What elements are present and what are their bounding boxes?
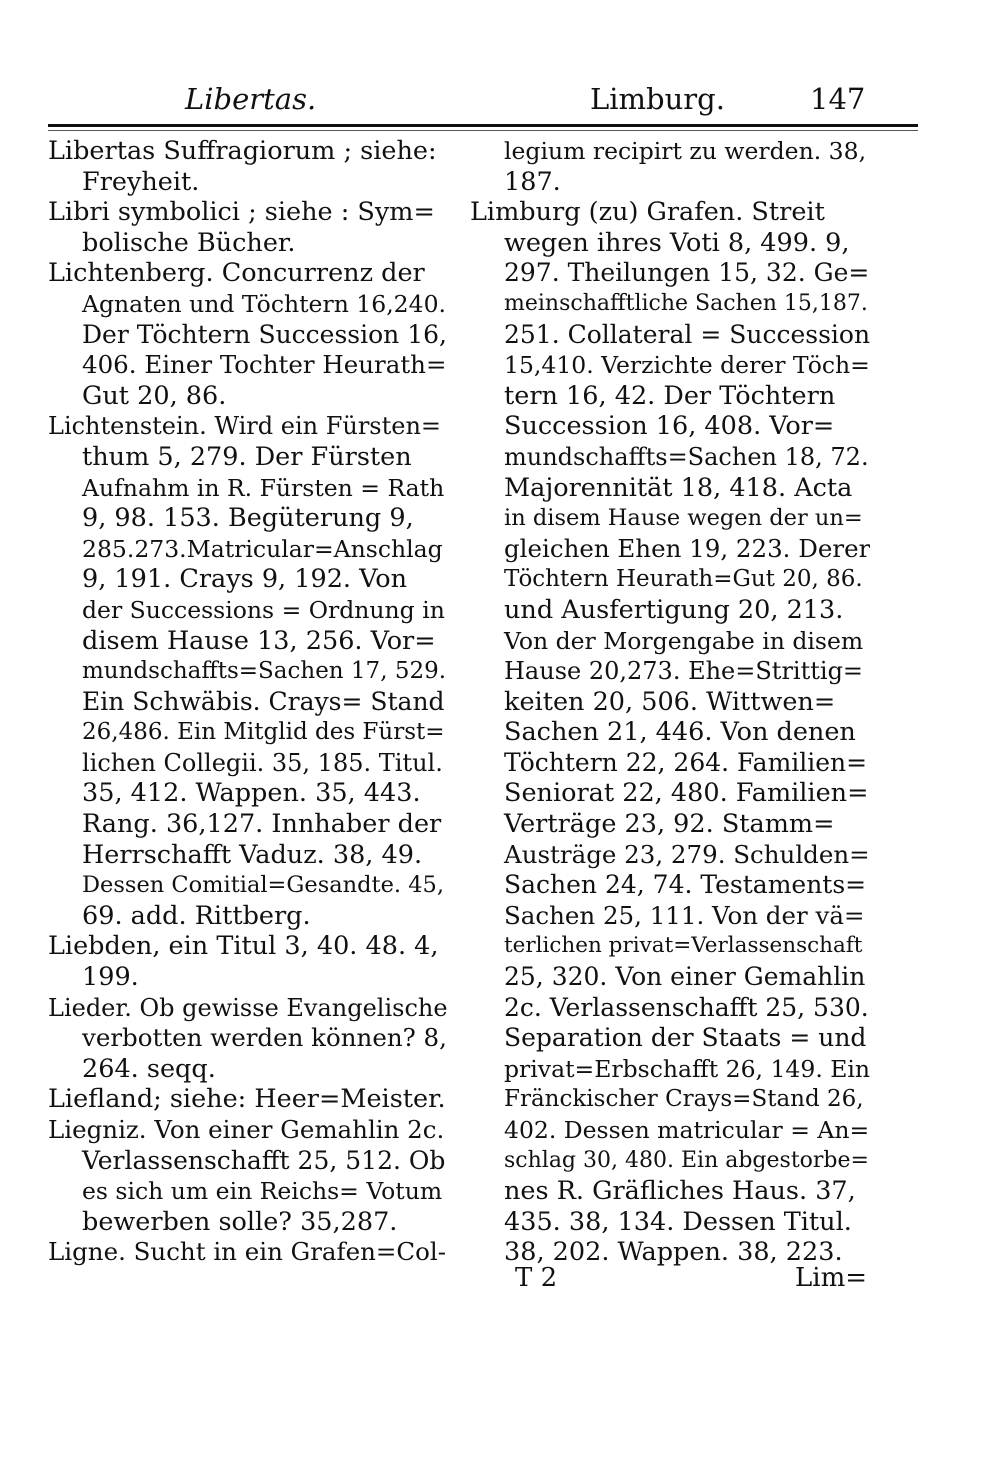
text-line: 406. Einer Tochter Heurath= [82, 350, 447, 380]
header-rule-thin [48, 130, 918, 131]
text-line: 9, 191. Crays 9, 192. Von [82, 564, 407, 595]
text-line: Fränckischer Crays=Stand 26, [504, 1086, 864, 1113]
text-line: 15,410. Verzichte derer Töch= [504, 351, 870, 380]
text-line: Sachen 25, 111. Von der vä= [504, 900, 865, 930]
text-line: 9, 98. 153. Begüterung 9, [82, 503, 414, 534]
header-rule [48, 124, 918, 127]
text-line: privat=Erbschafft 26, 149. Ein [504, 1054, 870, 1083]
text-line: Ein Schwäbis. Crays= Stand [82, 686, 445, 716]
text-line: wegen ihres Voti 8, 499. 9, [504, 227, 850, 258]
text-line: meinschafftliche Sachen 15,187. [504, 290, 868, 316]
text-line: es sich um ein Reichs= Votum [82, 1177, 443, 1206]
text-line: 264. seqq. [82, 1053, 216, 1084]
text-line: Austräge 23, 279. Schulden= [504, 839, 870, 869]
text-line: Der Töchtern Succession 16, [82, 319, 447, 349]
text-line: Liebden, ein Titul 3, 40. 48. 4, [48, 931, 439, 962]
text-line: Libri symbolici ; siehe : Sym= [48, 197, 435, 228]
text-line: 187. [504, 166, 561, 197]
text-line: Libertas Suffragiorum ; siehe: [48, 136, 437, 166]
text-line: Lichtenberg. Concurrenz der [48, 258, 425, 289]
text-line: bolische Bücher. [82, 227, 296, 258]
text-line: Freyheit. [82, 166, 200, 197]
text-line: 69. add. Rittberg. [82, 900, 311, 931]
text-line: nes R. Gräfliches Haus. 37, [504, 1176, 856, 1207]
text-line: 2c. Verlassenschafft 25, 530. [504, 992, 869, 1022]
text-line: Gut 20, 86. [82, 380, 227, 411]
text-line: 38, 202. Wappen. 38, 223. [504, 1237, 843, 1268]
text-line: Verträge 23, 92. Stamm= [504, 809, 835, 840]
text-line: in disem Hause wegen der un= [504, 505, 863, 532]
text-line: 35, 412. Wappen. 35, 443. [82, 778, 421, 809]
text-line: legium recipirt zu werden. 38, [504, 137, 867, 165]
text-line: Majorennität 18, 418. Acta [504, 472, 853, 503]
text-line: Von der Morgengabe in disem [504, 626, 864, 655]
text-line: gleichen Ehen 19, 223. Derer [504, 533, 870, 563]
text-line: Agnaten und Töchtern 16,240. [82, 289, 446, 318]
text-line: bewerben solle? 35,287. [82, 1206, 398, 1237]
text-line: Sachen 24, 74. Testaments= [504, 870, 867, 900]
text-line: 402. Dessen matricular = An= [504, 1116, 870, 1144]
text-line: 285.273.Matricular=Anschlag [82, 534, 443, 563]
text-line: mundschaffts=Sachen 18, 72. [504, 442, 869, 471]
text-line: Dessen Comitial=Gesandte. 45, [82, 872, 444, 899]
text-line: mundschaffts=Sachen 17, 529. [82, 658, 447, 685]
text-line: Hause 20,273. Ehe=Strittig= [504, 657, 864, 686]
text-line: Töchtern 22, 264. Familien= [504, 747, 868, 777]
text-line: der Successions = Ordnung in [82, 595, 445, 624]
text-line: disem Hause 13, 256. Vor= [82, 625, 436, 656]
text-line: Verlassenschafft 25, 512. Ob [82, 1145, 446, 1175]
signature-mark: T 2 [515, 1263, 558, 1293]
text-line: und Ausfertigung 20, 213. [504, 594, 844, 625]
text-line: Lichtenstein. Wird ein Fürsten= [48, 412, 442, 441]
text-line: 199. [82, 962, 139, 993]
running-head-center: Limburg. [590, 82, 725, 116]
running-head-left: Libertas. [185, 82, 317, 116]
text-line: Separation der Staats = und [504, 1023, 867, 1053]
text-line: thum 5, 279. Der Fürsten [82, 441, 412, 472]
catchword: Lim= [795, 1263, 868, 1293]
text-line: 25, 320. Von einer Gemahlin [504, 962, 866, 992]
text-line: 251. Collateral = Succession [504, 319, 870, 349]
text-line: Seniorat 22, 480. Familien= [504, 778, 869, 809]
text-line: 435. 38, 134. Dessen Titul. [504, 1206, 852, 1237]
text-line: Lieder. Ob gewisse Evangelische [48, 993, 448, 1022]
text-line: Rang. 36,127. Innhaber der [82, 809, 442, 840]
page-number: 147 [810, 82, 866, 116]
text-line: 297. Theilungen 15, 32. Ge= [504, 258, 870, 288]
text-line: Liegniz. Von einer Gemahlin 2c. [48, 1115, 445, 1144]
text-line: Herrschafft Vaduz. 38, 49. [82, 839, 423, 870]
text-line: Succession 16, 408. Vor= [504, 411, 835, 442]
text-line: keiten 20, 506. Wittwen= [504, 686, 836, 717]
text-line: Sachen 21, 446. Von denen [504, 717, 856, 748]
left-column [48, 136, 448, 1268]
text-line: verbotten werden können? 8, [82, 1023, 447, 1053]
text-line: 26,486. Ein Mitglid des Fürst= [82, 719, 445, 746]
text-line: Aufnahm in R. Fürsten = Rath [82, 473, 445, 502]
text-line: Töchtern Heurath=Gut 20, 86. [504, 566, 863, 593]
text-line: tern 16, 42. Der Töchtern [504, 380, 836, 411]
text-line: Ligne. Sucht in ein Grafen=Col- [48, 1237, 447, 1267]
text-line: Liefland; siehe: Heer=Meister. [48, 1084, 446, 1115]
right-column [470, 136, 870, 1268]
text-line: Limburg (zu) Grafen. Streit [470, 197, 825, 228]
text-line: schlag 30, 480. Ein abgestorbe= [504, 1147, 869, 1173]
text-line: terlichen privat=Verlassenschaft [504, 933, 863, 959]
text-line: lichen Collegii. 35, 185. Titul. [82, 748, 443, 777]
